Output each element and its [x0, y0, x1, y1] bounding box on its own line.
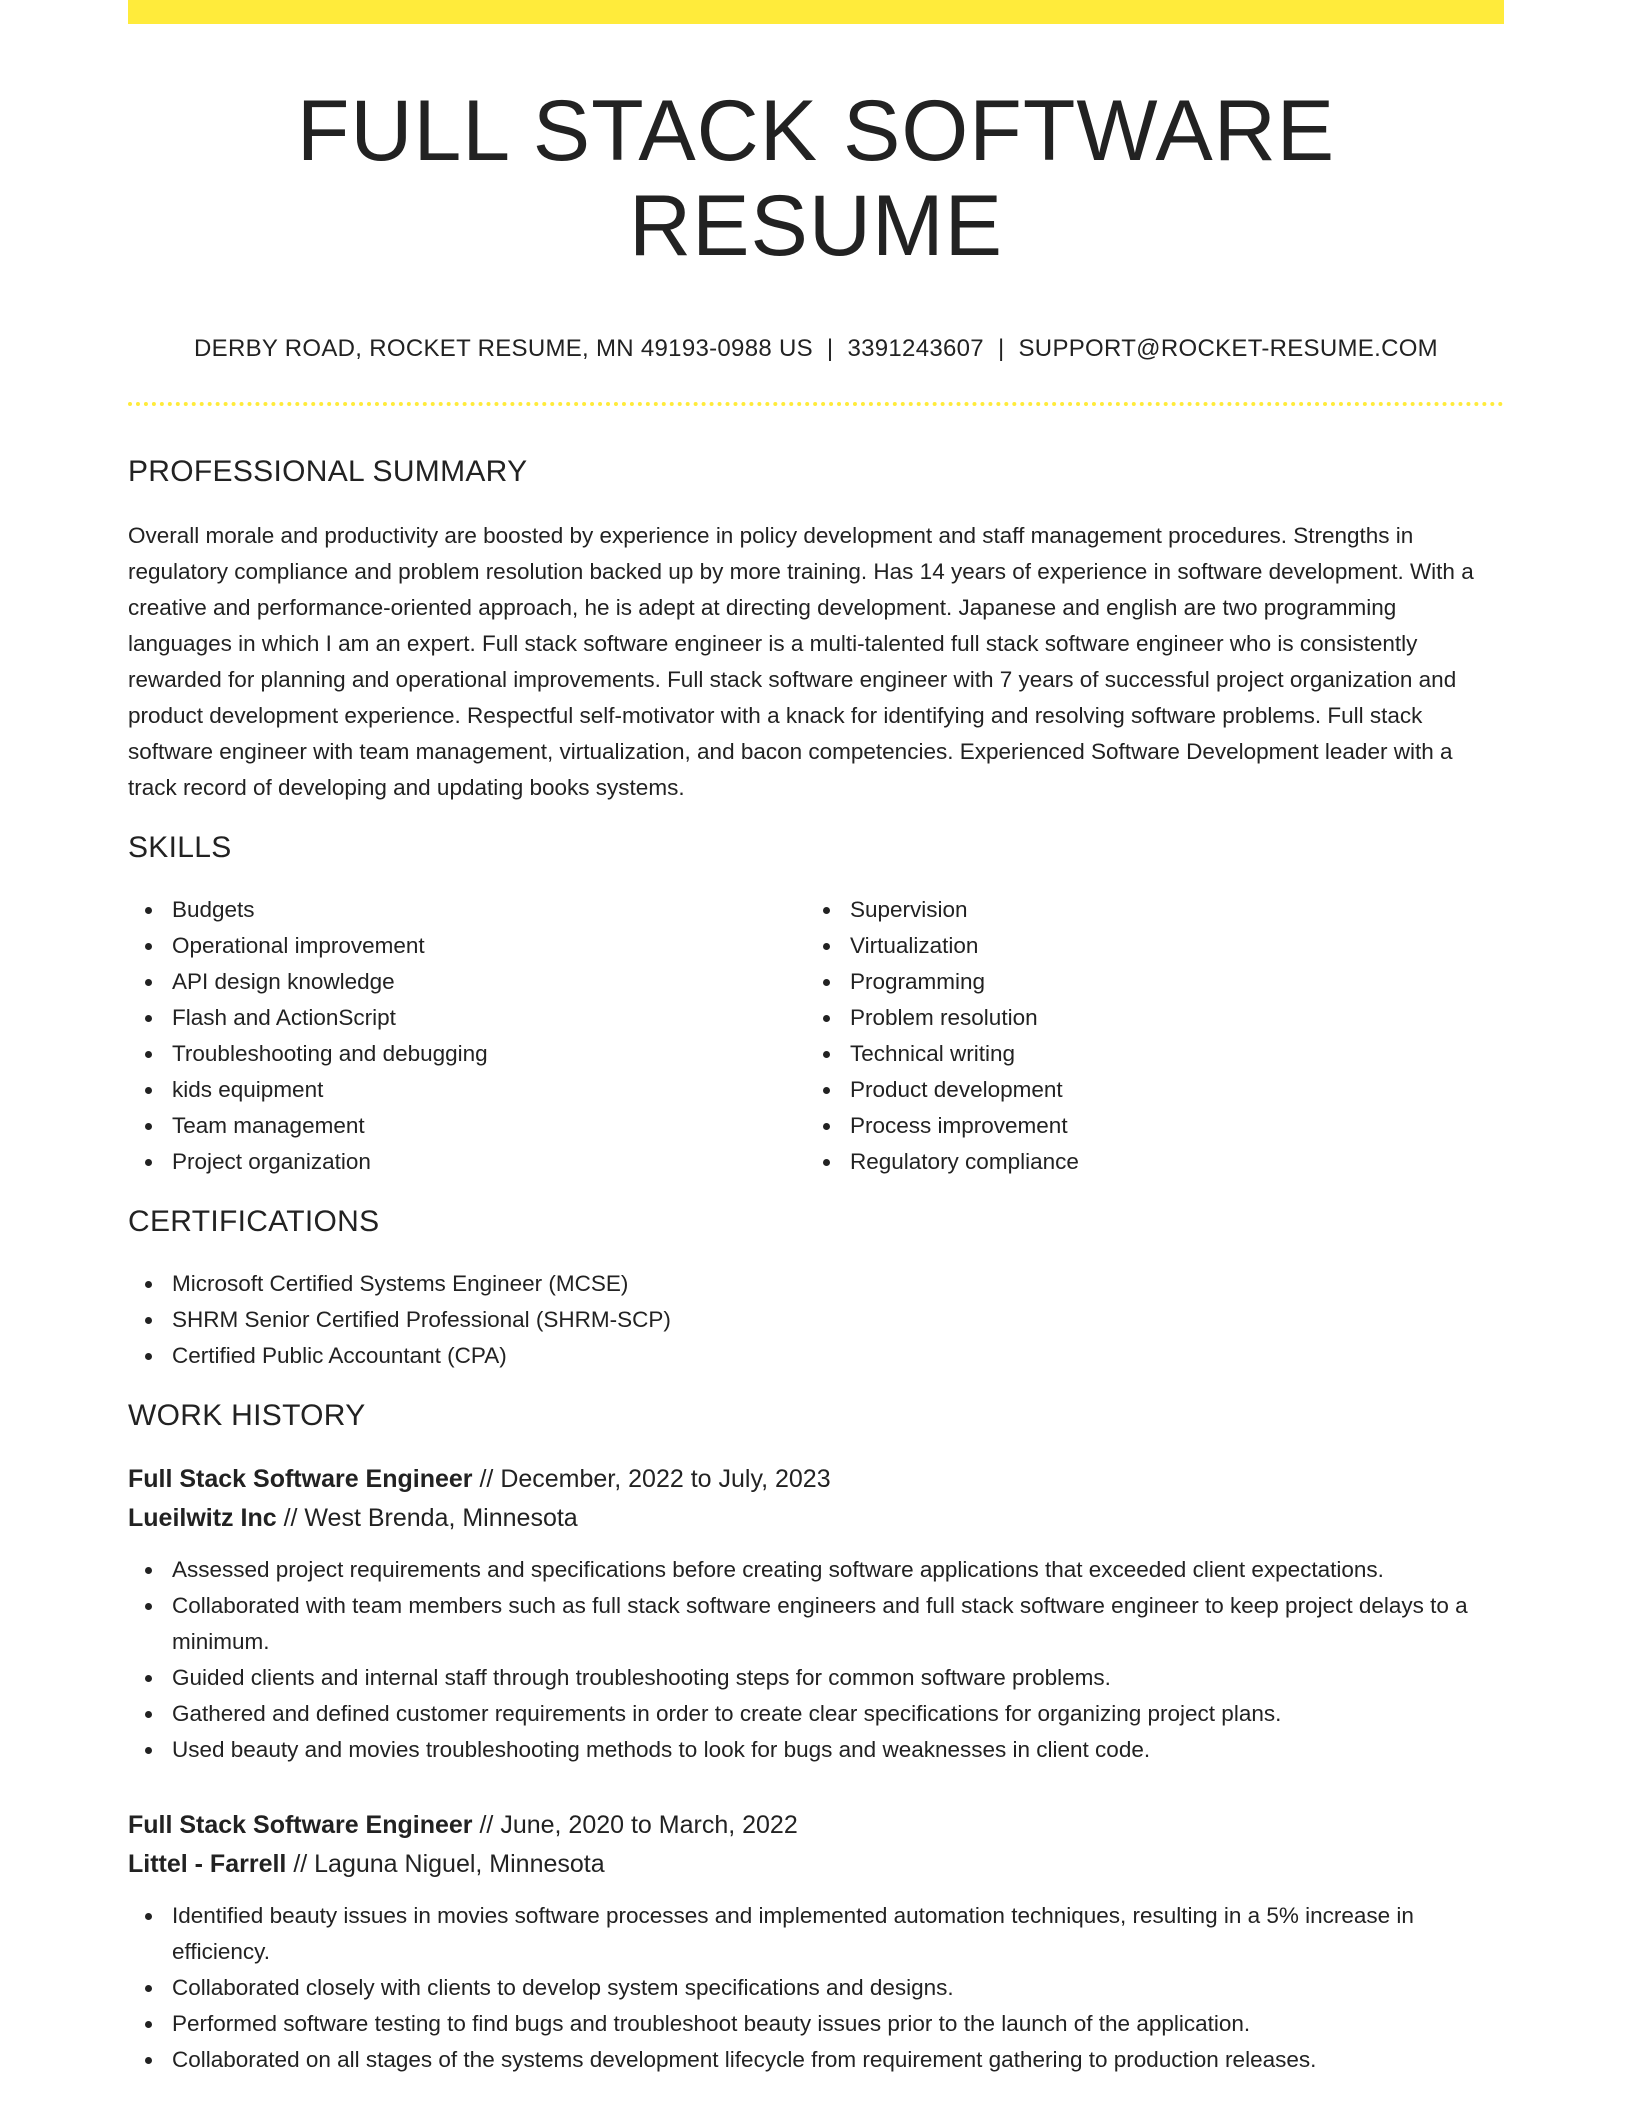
skill-item: Team management [128, 1108, 806, 1144]
skill-item: kids equipment [128, 1072, 806, 1108]
skill-item: Programming [806, 964, 1484, 1000]
skill-item: API design knowledge [128, 964, 806, 1000]
skills-columns [128, 892, 1504, 1180]
job-entry [128, 1806, 1504, 2078]
job-duty: Collaborated closely with clients to develop system specifications and designs. [128, 1970, 1504, 2006]
job-duty: Gathered and defined customer requirements in order to create clear specifications for organizing project plans. [128, 1696, 1504, 1732]
job-duty: Performed software testing to find bugs and troubleshoot beauty issues prior to the launch of the application. [128, 2006, 1504, 2042]
job-location: // Laguna Niguel, Minnesota [286, 1849, 605, 1878]
skill-item: Flash and ActionScript [128, 1000, 806, 1036]
job-location: // West Brenda, Minnesota [276, 1503, 578, 1532]
skill-item: Problem resolution [806, 1000, 1484, 1036]
job-company-line [128, 1499, 1504, 1538]
job-title-line [128, 1806, 1504, 1845]
summary-text: Overall morale and productivity are boosted by experience in policy development and staff management procedures. Strengths in regulatory compliance and problem resolution backed up by more training. Has 14 years of experience in software development. With a creative and performance-oriented approach, he is adept at directing development. Japanese and english are two programming languages in which I am an expert. Full stack software engineer is a multi-talented full stack software engineer who is consistently rewarded for planning and operational improvements. Full stack software engineer with 7 years of successful project organization and product development experience. Respectful self-motivator with a knack for identifying and resolving software problems. Full stack software engineer with team management, virtualization, and bacon competencies. Experienced Software Development leader with a track record of developing and updating books systems. [128, 522, 1474, 800]
job-duty: Assessed project requirements and specifications before creating software applications that exceeded client expectations. [128, 1552, 1504, 1588]
resume-page [128, 0, 1504, 2078]
job-company: Lueilwitz Inc [128, 1503, 277, 1532]
certifications-list [128, 1266, 1504, 1374]
contact-separator: | [826, 335, 834, 363]
skill-item: Operational improvement [128, 928, 806, 964]
skills-left-list [128, 892, 806, 1180]
skill-item: Virtualization [806, 928, 1484, 964]
skill-item: Process improvement [806, 1108, 1484, 1144]
job-duties-list [128, 1898, 1504, 2078]
job-dates: // June, 2020 to March, 2022 [472, 1810, 798, 1839]
job-company: Littel - Farrell [128, 1849, 287, 1878]
job-role: Full Stack Software Engineer [128, 1464, 473, 1493]
contact-separator: | [997, 335, 1005, 363]
job-duties-list [128, 1552, 1504, 1768]
job-duty: Collaborated with team members such as full stack software engineers and full stack software engineer to keep project delays to a minimum. [128, 1588, 1504, 1660]
skills-right-list [806, 892, 1484, 1180]
contact-phone: 3391243607 [847, 335, 984, 363]
job-duty: Collaborated on all stages of the systems development lifecycle from requirement gathering to production releases. [128, 2042, 1504, 2078]
dotted-divider [128, 402, 1504, 406]
contact-email: SUPPORT@ROCKET-RESUME.COM [1018, 335, 1438, 363]
skills-heading: SKILLS [128, 830, 232, 864]
job-duty: Guided clients and internal staff through troubleshooting steps for common software problems. [128, 1660, 1504, 1696]
certification-item: SHRM Senior Certified Professional (SHRM-SCP) [128, 1302, 1504, 1338]
job-duty: Identified beauty issues in movies software processes and implemented automation techniques, resulting in a 5% increase in efficiency. [128, 1898, 1504, 1970]
skill-item: Troubleshooting and debugging [128, 1036, 806, 1072]
job-company-line [128, 1845, 1504, 1884]
resume-title: FULL STACK SOFTWARE RESUME [296, 83, 1336, 274]
job-dates: // December, 2022 to July, 2023 [472, 1464, 831, 1493]
summary-heading: PROFESSIONAL SUMMARY [128, 454, 528, 488]
skill-item: Project organization [128, 1144, 806, 1180]
job-role: Full Stack Software Engineer [128, 1810, 473, 1839]
skill-item: Budgets [128, 892, 806, 928]
job-entry [128, 1460, 1504, 1768]
skill-item: Regulatory compliance [806, 1144, 1484, 1180]
skill-item: Product development [806, 1072, 1484, 1108]
job-title-line [128, 1460, 1504, 1499]
certification-item: Certified Public Accountant (CPA) [128, 1338, 1504, 1374]
certifications-heading: CERTIFICATIONS [128, 1204, 380, 1238]
top-accent-bar [128, 0, 1504, 24]
job-duty: Used beauty and movies troubleshooting methods to look for bugs and weaknesses in client code. [128, 1732, 1504, 1768]
contact-address: DERBY ROAD, ROCKET RESUME, MN 49193-0988 US [194, 335, 813, 363]
skill-item: Supervision [806, 892, 1484, 928]
work-history-heading: WORK HISTORY [128, 1398, 366, 1432]
contact-line [128, 335, 1504, 364]
certification-item: Microsoft Certified Systems Engineer (MCSE) [128, 1266, 1504, 1302]
skill-item: Technical writing [806, 1036, 1484, 1072]
